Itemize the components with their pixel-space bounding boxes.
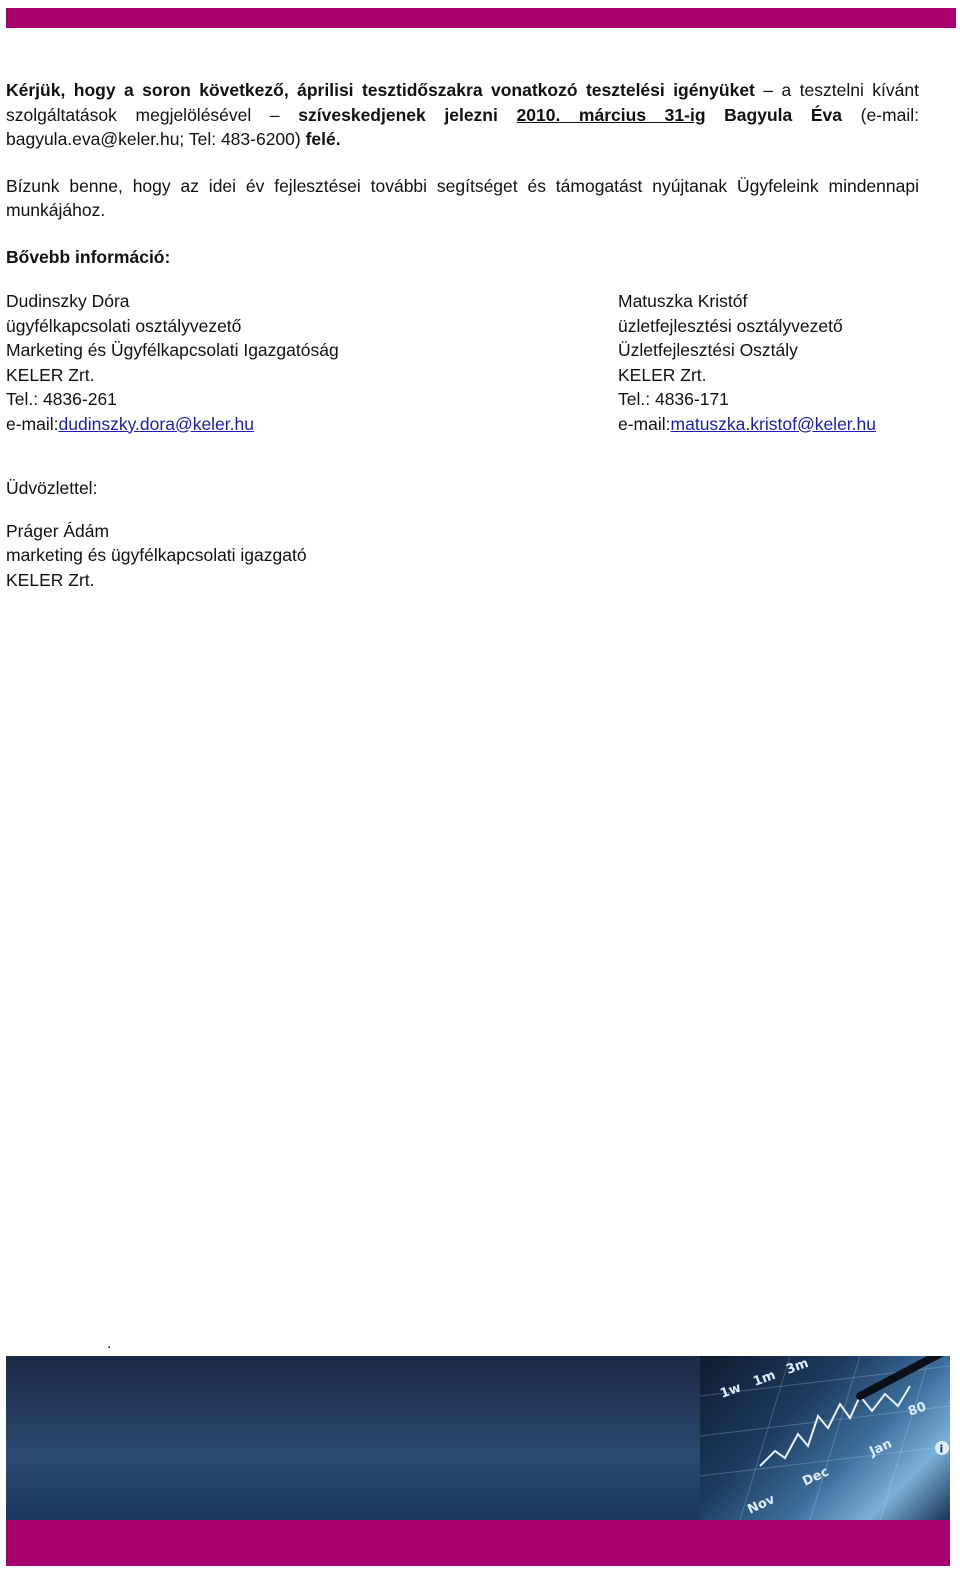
contact-email-line (6, 412, 339, 437)
contact-company: KELER Zrt. (6, 364, 95, 385)
bottom-brand-bar (6, 1520, 950, 1566)
contact-company: KELER Zrt. (618, 364, 707, 385)
signature-company: KELER Zrt. (6, 569, 95, 590)
intro-bold-action: szíveskedjenek jelezni (298, 104, 498, 125)
deadline-date: 2010. március 31-ig (516, 104, 706, 125)
contact-title: üzletfejlesztési osztályvezető (618, 315, 843, 336)
letter-body (6, 78, 919, 592)
email-link-dudinszky[interactable]: dudinszky.dora@keler.hu (58, 413, 254, 434)
contact-title: ügyfélkapcsolati osztályvezető (6, 315, 242, 336)
contact-department: Üzletfejlesztési Osztály (618, 340, 798, 360)
finance-chart-photo (700, 1356, 950, 1520)
contact-card-right (618, 289, 876, 436)
signature-title: marketing és ügyfélkapcsolati igazgató (6, 545, 307, 565)
intro-paragraph (6, 78, 919, 152)
contact-department: Marketing és Ügyfélkapcsolati Igazgatóság (6, 340, 339, 360)
closing-paragraph: Bízunk benne, hogy az idei év fejlesztései további segítséget és támogatást nyújtanak Ügyfeleink mindennapi munkájához. (6, 175, 919, 220)
contact-name: Dudinszky Dóra (6, 291, 130, 311)
greeting: Üdvözlettel: (6, 478, 98, 498)
intro-bold-request: Kérjük, hogy a soron következő, áprilisi tesztidőszakra vonatkozó tesztelési igényüket (6, 80, 755, 100)
contact-details-inline: (e-mail: bagyula.eva@keler.hu; Tel: 483-6200) (6, 104, 919, 149)
contact-name-inline: Bagyula Éva (724, 104, 843, 125)
dash: – (754, 80, 782, 100)
label-3m: 3m (784, 1356, 811, 1378)
contact-phone: Tel.: 4836-261 (6, 389, 117, 409)
info-icon-glyph: i (939, 1442, 944, 1456)
signature-block (6, 519, 919, 593)
email-prefix: e-mail: (6, 413, 59, 434)
label-nov: Nov (745, 1492, 778, 1518)
footer-banner (6, 1356, 950, 1520)
email-link-matuszka[interactable]: matuszka.kristof@keler.hu (670, 413, 876, 434)
dash: – (251, 104, 299, 125)
email-prefix: e-mail: (618, 413, 671, 434)
intro-text: a tesztelni kívánt szolgáltatások megjelölésével (6, 80, 919, 125)
label-80: 80 (906, 1399, 929, 1420)
intro-end: felé. (305, 129, 341, 149)
label-jan: Jan (867, 1436, 895, 1460)
contact-name: Matuszka Kristóf (618, 291, 748, 311)
contact-card-left (6, 289, 339, 436)
label-1w: 1w (718, 1380, 744, 1402)
info-title: Bővebb információ: (6, 246, 171, 267)
finance-chart-icon (700, 1356, 950, 1520)
label-1m: 1m (751, 1367, 778, 1390)
contacts-block (6, 289, 919, 439)
signature-name: Práger Ádám (6, 520, 110, 541)
top-brand-bar (6, 8, 956, 28)
stray-dot: . (107, 1335, 112, 1352)
contact-email-line (618, 412, 876, 437)
label-dec: Dec (800, 1464, 832, 1490)
contact-phone: Tel.: 4836-171 (618, 389, 729, 409)
